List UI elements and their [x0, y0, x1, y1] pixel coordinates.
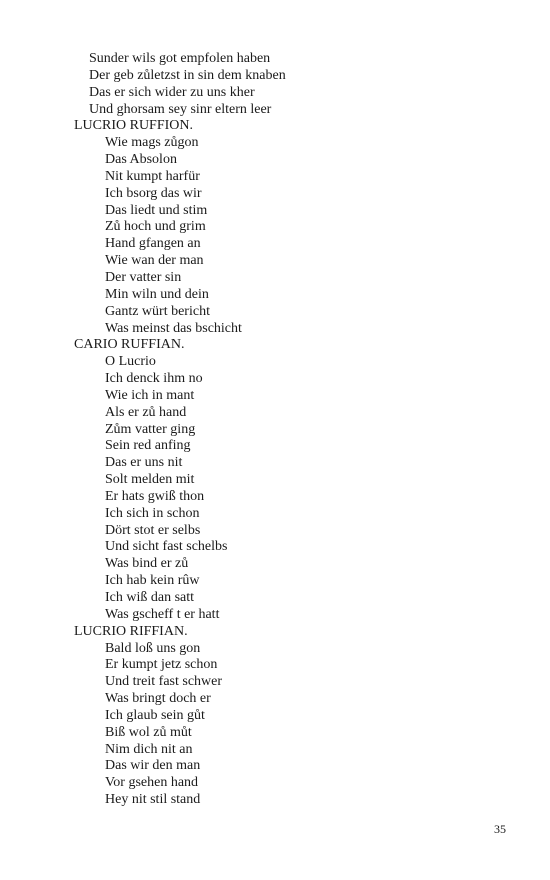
verse-line: Er kumpt jetz schon	[105, 657, 218, 673]
verse-line: Was bind er zů	[105, 556, 189, 572]
verse-line: Zů hoch und grim	[105, 219, 206, 235]
verse-line: Ich glaub sein gůt	[105, 707, 205, 723]
verse-line: Das wir den man	[105, 758, 201, 774]
verse-line: Das er uns nit	[105, 455, 183, 471]
verse-line: Ich denck ihm no	[105, 371, 203, 387]
verse-line: Was bringt doch er	[105, 691, 211, 707]
verse-line: Vor gsehen hand	[105, 775, 199, 791]
verse-line: Und ghorsam sey sinr eltern leer	[89, 101, 272, 117]
verse-line: Wie wan der man	[105, 253, 204, 269]
verse-line: Hand gfangen an	[105, 236, 201, 252]
verse-line: Das liedt und stim	[105, 202, 208, 218]
verse-line: Und sicht fast schelbs	[105, 539, 228, 555]
verse-line: Gantz würt bericht	[105, 303, 210, 319]
verse-line: O Lucrio	[105, 354, 156, 370]
verse-line: Als er zů hand	[105, 404, 187, 420]
verse-line: Der geb zůletzst in sin dem knaben	[89, 67, 286, 83]
verse-text-block	[74, 51, 286, 809]
verse-line: Der vatter sin	[105, 269, 182, 285]
verse-line: Er hats gwiß thon	[105, 488, 205, 504]
verse-line: Was gscheff t er hatt	[105, 606, 220, 622]
verse-line: Ich sich in schon	[105, 505, 200, 521]
verse-line: Das Absolon	[105, 152, 177, 168]
page-number: 35	[494, 822, 506, 836]
verse-line: Nim dich nit an	[105, 741, 193, 757]
verse-line: Wie mags zůgon	[105, 135, 199, 151]
verse-line: Sunder wils got empfolen haben	[89, 51, 271, 66]
verse-line: Min wiln und dein	[105, 286, 209, 302]
verse-line: Wie ich in mant	[105, 387, 195, 403]
verse-line: Biß wol zů můt	[105, 724, 192, 740]
verse-line: Ich hab kein rûw	[105, 573, 200, 589]
verse-line: Ich wiß dan satt	[105, 590, 195, 605]
verse-line: Was meinst das bschicht	[105, 320, 242, 336]
verse-line: Hey nit stil stand	[105, 792, 201, 808]
speaker-heading: LUCRIO RUFFION.	[74, 118, 194, 134]
verse-line: Dört stot er selbs	[105, 522, 201, 538]
verse-line: Bald loß uns gon	[105, 640, 201, 656]
verse-line: Ich bsorg das wir	[105, 185, 202, 201]
speaker-heading: CARIO RUFFIAN.	[74, 337, 185, 353]
verse-line: Sein red anfing	[105, 438, 191, 454]
verse-line: Das er sich wider zu uns kher	[89, 84, 255, 100]
verse-line: Solt melden mit	[105, 472, 195, 488]
verse-line: Nit kumpt harfür	[105, 168, 200, 184]
verse-line: Zům vatter ging	[105, 421, 196, 437]
speaker-heading: LUCRIO RIFFIAN.	[74, 623, 188, 639]
verse-line: Und treit fast schwer	[105, 674, 223, 690]
